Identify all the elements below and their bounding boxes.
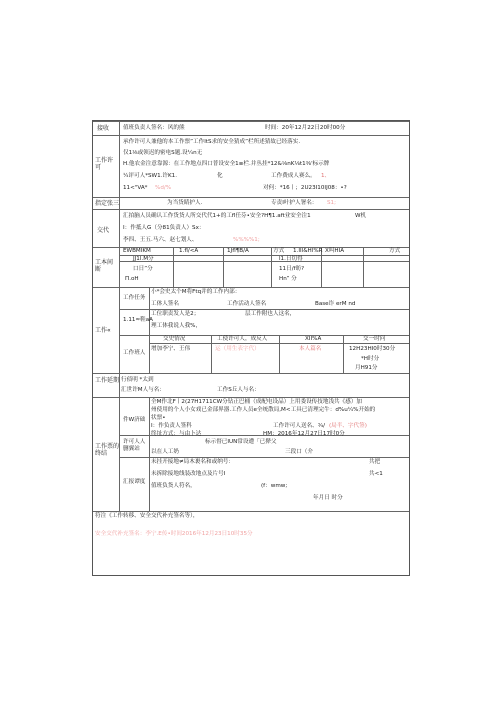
divider [93,135,409,136]
column-divider [271,247,272,287]
delay-label: 工作延期 [95,377,120,384]
work-task-label: 工作任务 [123,295,146,301]
divider [119,261,409,262]
permission-label: 工作许可 [95,157,114,171]
permission-line-3: H.他农金注意靠源：在工作地点四口普设安全1≡栏.并丛挂*12&⅛nK⅛t1⅜'标示牌 [123,161,330,167]
divider [93,373,409,374]
column-divider [173,247,174,287]
divider [93,209,409,210]
staff-header: 交史情况 [163,336,186,342]
header-cell: EWBMIKM [123,248,151,254]
staff-cell: 运（用生表字代） [215,346,260,352]
permission-line-4d: 1、 [321,173,331,179]
header-cell: 1.fl/<A [179,248,199,254]
divider [93,397,409,398]
work-permit-form [92,120,410,576]
staff-header: XII%A [305,336,322,342]
permission-time: 对何：*16丨；2U23I10IJ08：•? [263,185,347,191]
permission-line-4: ¼评可人*SW1.许K1. [123,173,178,179]
termination-line: 年月日 时分 [313,495,343,501]
column-divider [343,335,344,373]
termination-line: 未挂开接地≠局木裹名和或纳号： [151,459,234,465]
guardian-signature-red: S1; [327,200,336,206]
termination-box-1-label: 件W济础 [123,417,146,423]
header-cell: 1.IIl&Hl%R [293,248,323,254]
work-sub-1: 1.11≈鞋aA [123,317,153,323]
column-divider [149,287,150,373]
receive-label: 接收 [97,125,110,132]
staff-label: 工作班人 [123,350,146,356]
handover-label: 交代 [97,227,110,234]
header-cell: 1Jfl¶B/A [227,248,249,254]
divider [93,511,409,512]
termination-line: 三段口（介 [285,449,313,455]
termination-line: 状票• [151,415,166,421]
work-task-line-4: Base诈 erM nd [315,301,356,307]
termination-line: (f：wmw; [261,483,288,489]
work-label: 工作« [95,327,111,334]
column-divider [211,335,212,373]
designate-text: 为当货睛护人. [167,200,203,206]
termination-line: (局半、字代签) [329,423,367,429]
termination-line: 未拆除接地线装改地点及片号I [151,471,226,477]
delay-line-1: 行侦明 *太到 [121,377,154,383]
work-sub-2: 工位职责发人是2； [151,311,200,317]
delay-line-3: 工作S丘人与名： [217,387,260,393]
header-cell: X叫HIA [325,248,345,254]
designate-label: 指定张三 [95,200,120,207]
permission-line-5b: %d/% [155,185,172,191]
divider [119,255,409,256]
header-cell: 方式 [389,248,401,254]
staff-header: 工使许可人，成反人 [217,336,268,342]
divider [119,457,409,458]
divider [119,309,409,310]
column-divider [149,397,150,511]
handover-line-3b: %%%%1; [233,237,260,243]
guardian-signature: 专责I叶护人署名： [271,200,318,206]
handover-line-1b: W机 [355,213,367,219]
handover-line-1: 汇拍脑人员确认工作货货人所交代代1+的工fl任芬•安全?H¶1.aft业安全注1 [123,213,311,219]
permission-line-4b: 化 [217,173,223,179]
permission-line-2: 仅1⅛或领迟的密电S题.设¼n无 [123,150,203,156]
note-line-1: 符注《工作转移、安全交代补充签名等）， [95,513,199,519]
termination-line: 值班负货人符名， [151,483,196,489]
delay-line-2: 汇世许M人与名： [121,387,165,393]
termination-line: 以在人工奶 [151,449,179,455]
termination-line: 共<1 [369,471,383,477]
cell: l1.日切得 [279,256,303,262]
termination-line: 终址方式：与由卜达 [151,431,202,437]
staff-cell: *H时分 [361,356,380,362]
permission-line-1: 承作许可人兼他的本工作票”工作ltS求的安全猜成”栏所述猜故已经落实. [123,139,301,145]
staff-cell: 12H23HI0时30分 [349,346,396,352]
work-sub-3: 层工作附也人这名， [245,311,296,317]
termination-box-2-label: 许可人人删翼站 [123,439,146,452]
divider [93,197,409,198]
header-cell: 方式 [273,248,285,254]
label-column-divider [119,121,120,511]
handover-line-2: I：作抵人G（分81负责人）Sx： [123,225,205,231]
interruption-label: 工本间断 [95,259,114,273]
staff-cell: 月H91分 [355,365,378,371]
staff-header: 交一时问 [363,336,386,342]
divider [93,287,409,288]
termination-label: 工作票的终结 [95,443,120,457]
termination-line: 工作许可人送名、¾/ [273,423,326,429]
cell: Π.oH [125,276,139,282]
handover-line-3: 李四、王五.马六、赵七划人、 [123,237,198,243]
work-task-line-1: 小*会史太个M将Ftq并的工作内部： [151,289,241,295]
termination-box-3-label: 汇报谭度 [123,479,146,485]
cell: 口日”分 [133,266,153,272]
note-line-2: 安全交代补充签名：李宁.E传•时间2016年12月23日10时35分 [95,531,253,537]
termination-time: HM：2016年12月27日17时0分 [263,431,345,437]
termination-line: 标示督已IUN常设遭「已撵父 [205,439,277,445]
permission-line-5: 11<"VA* [123,185,148,191]
termination-line: 共把 [369,459,381,465]
column-divider [223,247,224,287]
cell: 11日/f昉? [279,266,305,272]
termination-line: 全M作北F丨2(27H1711CW分钻正巴桶（成配电设品）上用娄设传技地浅共《感）加 [151,399,363,405]
column-divider [279,335,280,373]
column-divider [363,247,364,287]
receive-signature: 值班负责人签名：风的熊 [123,125,185,131]
termination-line: I：作负责人签科 [151,423,192,429]
permission-line-4c: 工作费成人赛么。 [271,173,316,179]
receive-time: 时间：20年12月22日20时00分 [265,125,346,131]
termination-line: 州使用的个人小女戏已金部界器.工作人员e全统散局,M<工具已清理完牛：d%u¼%开始的 [151,407,376,413]
work-task-line-2: 工体人签名 [151,301,179,307]
staff-cell: 增加李宁、王伟 [151,346,191,352]
work-task-line-3: 工作活动人签名 [227,301,267,307]
staff-cell: 本人篇名 [299,346,322,352]
cell: JJ1l.M分 [133,256,154,262]
work-sub-4: 理工体我说人我%， [151,323,202,329]
cell: Hn” 分 [279,276,297,282]
